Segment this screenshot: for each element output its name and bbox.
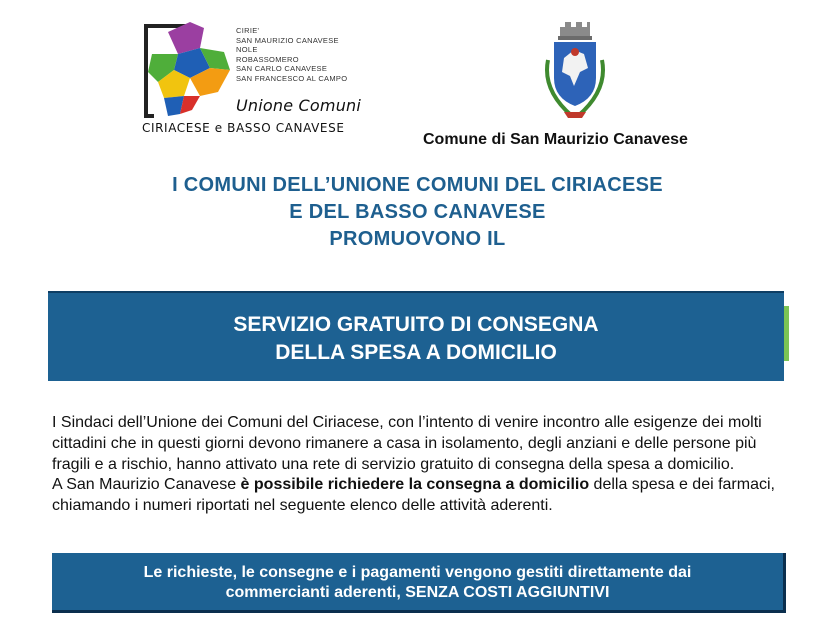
union-name: Unione Comuni [236, 96, 362, 115]
union-subname: CIRIACESE e BASSO CANAVESE [142, 121, 345, 135]
coat-of-arms-icon [544, 20, 606, 120]
notice-line: Le richieste, le consegne e i pagamenti vengono gestiti direttamente dai [143, 564, 692, 581]
banner-line: DELLA SPESA A DOMICILIO [275, 341, 557, 364]
comune-label: Comune di San Maurizio Canavese [423, 131, 688, 148]
union-town: CIRIE' [236, 26, 260, 35]
headline-line: E DEL BASSO CANAVESE [289, 201, 546, 223]
service-banner [48, 291, 784, 381]
body-text-span: della spesa e dei farmaci, chiamando i numeri riportati nel seguente elenco delle attività aderenti. [52, 476, 775, 515]
headline-line: I COMUNI DELL’UNIONE COMUNI DEL CIRIACESE [172, 174, 663, 196]
union-town: SAN CARLO CANAVESE [236, 64, 328, 74]
body-bold-span: è possibile richiedere la consegna a domicilio [240, 476, 590, 494]
body-paragraph: I Sindaci dell’Unione dei Comuni del Ciriacese, con l’intento di venire incontro alle esigenze dei molti cittadini che in questi giorni devono rimanere a casa in isolamento, degli anziani e delle persone più fragili e a rischio, hanno attivato una rete di servizio gratuito di consegna della spesa a domicilio. [52, 414, 762, 473]
union-towns-list [236, 26, 347, 84]
union-town: SAN FRANCESCO AL CAMPO [236, 73, 348, 83]
banner-line: SERVIZIO GRATUITO DI CONSEGNA [233, 313, 599, 336]
body-text-span: A San Maurizio Canavese [52, 476, 241, 494]
body-text [52, 413, 792, 517]
union-town: ROBASSOMERO [236, 54, 299, 64]
notice-box [52, 553, 786, 613]
banner-accent-bar [784, 306, 789, 361]
headline-line: PROMUOVONO IL [329, 228, 506, 250]
notice-line: commercianti aderenti, SENZA COSTI AGGIUNTIVI [225, 584, 610, 601]
union-town: NOLE [236, 45, 258, 55]
union-map-icon [144, 22, 230, 118]
body-paragraph [52, 475, 792, 517]
headline [0, 172, 835, 253]
union-town: SAN MAURIZIO CANAVESE [236, 35, 339, 45]
